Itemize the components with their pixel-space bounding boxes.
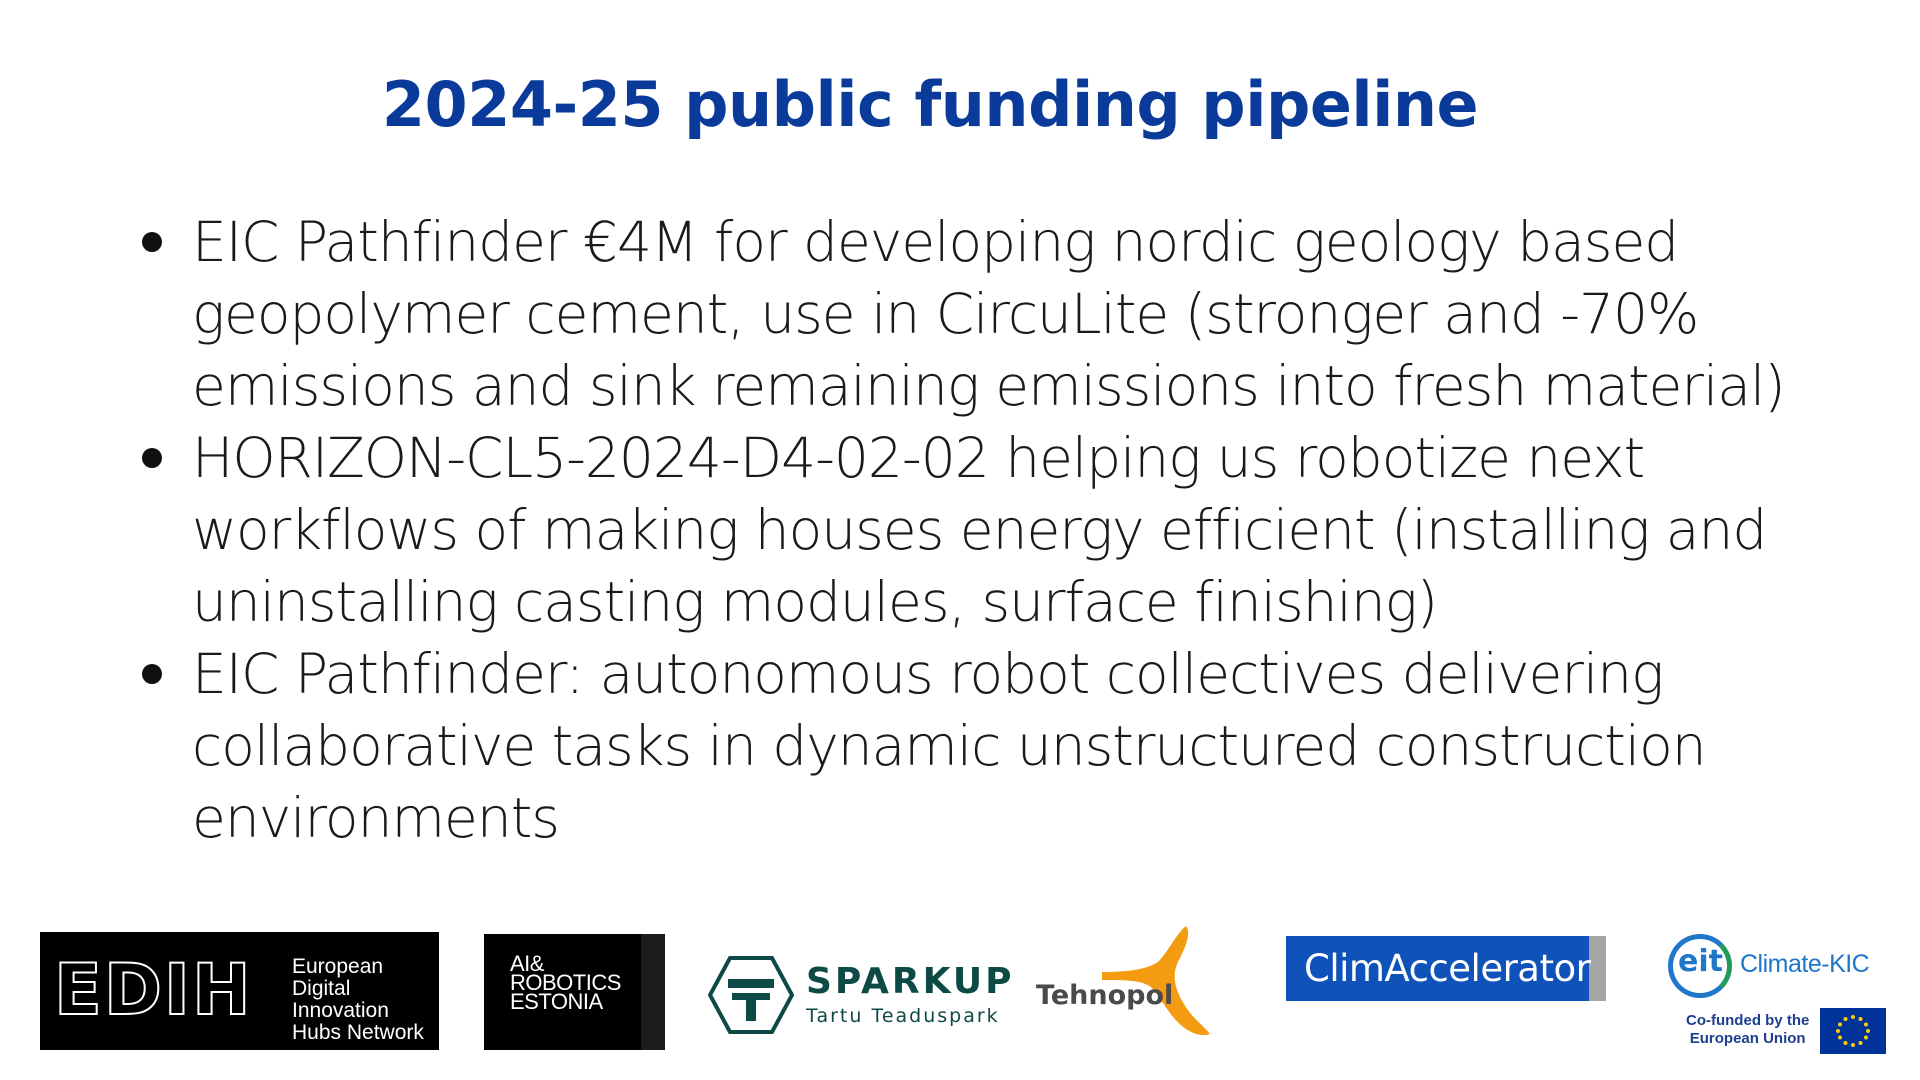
bullet-item <box>138 638 1838 854</box>
bullet-item <box>138 206 1838 422</box>
climate-kic-name: Climate-KIC <box>1740 950 1870 978</box>
edih-mark: EDIH <box>54 949 253 1031</box>
slide-title: 2024-25 public funding pipeline <box>381 68 1479 141</box>
aire-text: AI& ROBOTICS ESTONIA <box>510 951 621 1014</box>
tehnopol-name: Tehnopol <box>1036 980 1174 1011</box>
bullet-text: EIC Pathfinder €4M for developing nordic geology based geopolymer cement, use in CircuLite (stronger and -70% emissions and sink remaining emissions into fresh material) <box>192 210 1785 418</box>
sparkup-hexagon-icon <box>708 955 794 1035</box>
edih-text: European Digital Innovation Hubs Network <box>292 955 424 1044</box>
ai-robotics-estonia-logo <box>484 934 665 1050</box>
bullet-text: EIC Pathfinder: autonomous robot collectives delivering collaborative tasks in dynamic unstructured construction environments <box>192 642 1706 850</box>
bullet-item <box>138 422 1838 638</box>
bullet-dot <box>142 448 162 468</box>
bullet-dot <box>142 232 162 252</box>
eu-stars-icon <box>1820 1008 1886 1054</box>
bullet-text: HORIZON-CL5-2024-D4-02-02 helping us robotize next workflows of making houses energy efficient (installing and uninstalling casting modules, surface finishing) <box>192 426 1767 634</box>
sparkup-logo <box>708 955 1015 1035</box>
cofunded-text: Co-funded by the European Union <box>1686 1012 1810 1047</box>
aire-stripe <box>641 934 665 1050</box>
sparkup-name: SPARKUP <box>806 961 1015 1002</box>
tehnopol-logo <box>1034 922 1224 1042</box>
bullet-dot <box>142 664 162 684</box>
eit-mark: eit <box>1678 944 1723 979</box>
bullet-list <box>138 206 1838 854</box>
edih-logo <box>40 932 439 1050</box>
climaccelerator-logo <box>1286 936 1606 1001</box>
sparkup-subtitle: Tartu Teaduspark <box>806 1005 1000 1027</box>
eit-climate-kic-logo <box>1668 934 1890 1054</box>
climaccelerator-name: ClimAccelerator <box>1286 936 1589 1001</box>
eu-flag-icon <box>1820 1008 1886 1054</box>
